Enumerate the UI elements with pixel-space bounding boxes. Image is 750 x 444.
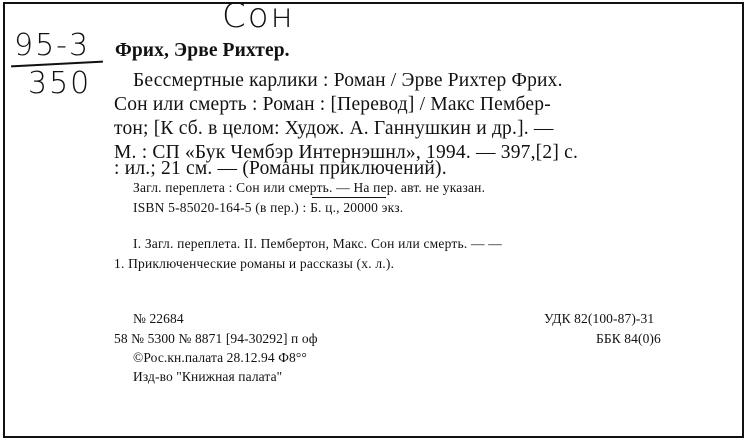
handwritten-underline	[312, 197, 386, 198]
tracing-line-2: 1. Приключенческие романы и рассказы (х. л.).	[114, 256, 395, 271]
note-binding-title: Загл. переплета : Сон или смерть. — На пер. авт. не указан.	[133, 180, 486, 195]
handwritten-shelf-top: 95-3	[14, 28, 91, 63]
entry-line-4: М. : СП «Бук Чембэр Интернэшнл», 1994. — 397,[2] с.	[114, 142, 579, 163]
udk-code: УДК 82(100-87)-31	[544, 311, 655, 326]
entry-line-5: : ил.; 21 см. — (Романы приключений).	[114, 158, 447, 179]
copyright-line: ©Рос.кн.палата 28.12.94 Ф8°°	[133, 350, 307, 365]
author-heading: Фрих, Эрве Рихтер.	[115, 40, 290, 61]
order-line: 58 № 5300 № 8871 [94-30292] п оф	[114, 331, 318, 346]
entry-line-1: Бессмертные карлики : Роман / Эрве Рихтер Фрих.	[133, 70, 563, 91]
handwritten-shelf-bottom: 350	[28, 66, 92, 101]
card-number: № 22684	[133, 311, 184, 326]
entry-line-2: Сон или смерть : Роман : [Перевод] / Макс Пембер-	[114, 94, 551, 115]
tracing-line-1: I. Загл. переплета. II. Пембертон, Макс. Сон или смерть. — —	[133, 236, 502, 251]
publisher-line: Изд-во "Книжная палата"	[133, 369, 283, 384]
catalog-card	[3, 2, 744, 438]
handwritten-title-note: Сон	[222, 0, 295, 36]
bbk-code: ББК 84(0)6	[596, 331, 661, 346]
entry-line-3: тон; [К сб. в целом: Худож. А. Ганнушкин и др.]. —	[114, 118, 554, 139]
note-isbn: ISBN 5-85020-164-5 (в пер.) : Б. ц., 20000 экз.	[133, 200, 404, 215]
